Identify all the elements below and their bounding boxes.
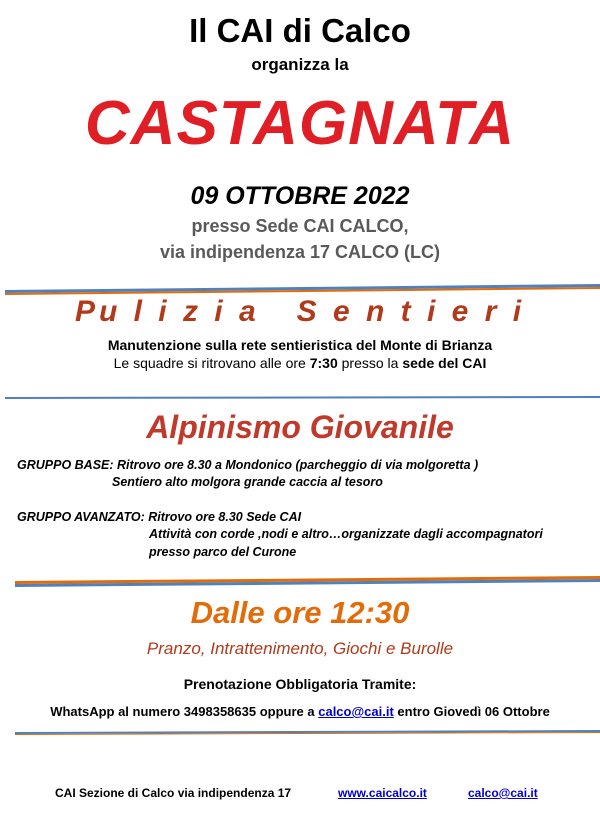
pulizia-line2-mid: presso la bbox=[337, 355, 403, 371]
event-date: 09 OTTOBRE 2022 bbox=[190, 182, 410, 210]
base-line1: GRUPPO BASE: Ritrovo ore 8.30 a Mondonico (parcheggio di via molgoretta ) bbox=[17, 458, 479, 472]
pulizia-line2-pre: Le squadre si ritrovano alle ore bbox=[113, 355, 310, 371]
avanzato-line1: GRUPPO AVANZATO: Ritrovo ore 8.30 Sede CAI bbox=[17, 510, 302, 524]
pranzo-title: Dalle ore 12:30 bbox=[190, 595, 410, 630]
pulizia-line2 bbox=[0, 355, 600, 371]
pranzo-subtitle: Pranzo, Intrattenimento, Giochi e Burolle bbox=[146, 639, 454, 658]
avanzato-line3: presso parco del Curone bbox=[149, 545, 297, 559]
footer-email-link[interactable]: calco@cai.it bbox=[468, 786, 538, 800]
divider-1 bbox=[0, 281, 600, 295]
event-name: CASTAGNATA bbox=[84, 89, 516, 158]
avanzato-line2: Attività con corde ,nodi e altro…organizzate dagli accompagnatori bbox=[149, 527, 543, 541]
footer-address: CAI Sezione di Calco via indipendenza 17 bbox=[55, 786, 292, 800]
header-subtitle: organizza la bbox=[251, 55, 349, 74]
booking-line bbox=[0, 704, 600, 719]
pulizia-title: Pu l i z i a S e n t i e r i bbox=[74, 295, 526, 328]
booking-email-link[interactable]: calco@cai.it bbox=[318, 704, 394, 719]
header-title: Il CAI di Calco bbox=[189, 12, 411, 49]
footer-website-link[interactable]: www.caicalco.it bbox=[338, 786, 427, 800]
pulizia-time: 7:30 bbox=[309, 355, 338, 371]
divider-3 bbox=[0, 573, 600, 587]
divider-2 bbox=[0, 394, 600, 402]
alpinismo-title: Alpinismo Giovanile bbox=[146, 409, 454, 445]
pulizia-line1: Manutenzione sulla rete sentieristica del Monte di Brianza bbox=[107, 337, 493, 353]
venue-line2: via indipendenza 17 CALCO (LC) bbox=[159, 242, 441, 262]
venue-line1: presso Sede CAI CALCO, bbox=[191, 216, 409, 236]
booking-title: Prenotazione Obbligatoria Tramite: bbox=[183, 676, 417, 692]
divider-4 bbox=[0, 727, 600, 737]
booking-pre: WhatsApp al numero 3498358635 oppure a bbox=[50, 704, 319, 719]
pulizia-place: sede del CAI bbox=[402, 355, 487, 371]
booking-post: entro Giovedì 06 Ottobre bbox=[393, 704, 550, 719]
base-line2: Sentiero alto molgora grande caccia al tesoro bbox=[112, 475, 383, 489]
